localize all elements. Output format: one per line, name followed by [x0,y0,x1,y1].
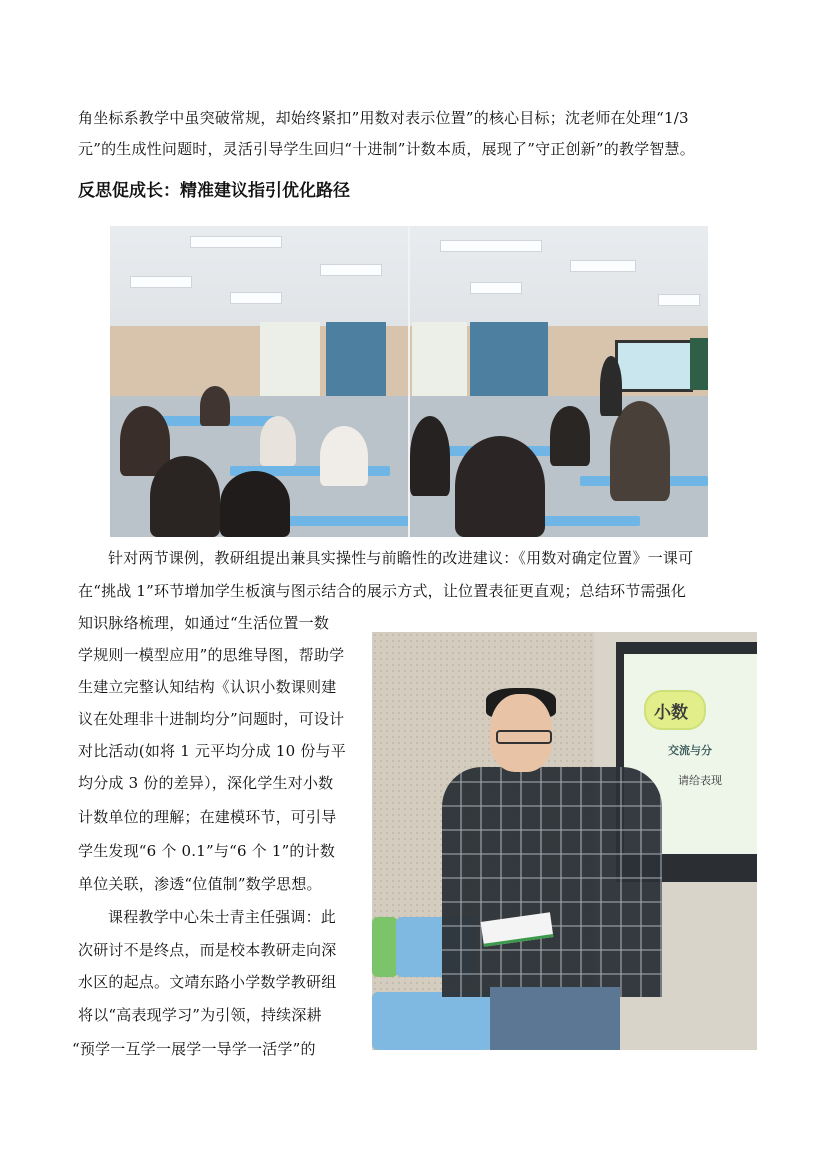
text-line: 将以“高表现学习”为引领，持续深耕 [78,1006,322,1024]
text-line: 议在处理非十进制均分”问题时，可设计 [78,710,345,728]
text-line: 均分成 3 份的差异），深化学生对小数 [78,774,334,792]
classroom-photo [110,226,708,537]
slide-subtitle: 交流与分 [668,744,712,757]
text-line: 计数单位的理解；在建模环节，可引导 [78,808,337,826]
text-line: 在“挑战 1”环节增加学生板演与图示结合的展示方式，让位置表征更直观；总结环节需强化 [78,582,687,600]
text-line: 生建立完整认知结构《认识小数课则建 [78,678,337,696]
text-line: 水区的起点。文靖东路小学数学教研组 [78,973,337,991]
text-line: 知识脉络梳理，如通过“生活位置一数 [78,614,330,632]
text-line: 针对两节课例，教研组提出兼具实操性与前瞻性的改进建议：《用数对确定位置》一课可 [108,549,694,567]
text-line: 单位关联，渗透“位值制”数学思想。 [78,875,322,893]
text-line: 课程教学中心朱士青主任强调：此 [108,908,337,926]
slide-title: 小数 [654,703,688,723]
text-line: 学规则一模型应用”的思维导图，帮助学 [78,646,345,664]
text-line: 次研讨不是终点，而是校本教研走向深 [78,941,337,959]
text-line: 元”的生成性问题时，灵活引导学生回归“十进制”计数本质，展现了”守正创新”的教学智慧。 [78,140,695,158]
text-line: “预学一互学一展学一导学一活学”的 [72,1040,316,1058]
section-heading: 反思促成长：精准建议指引优化路径 [78,181,350,201]
text-line: 学生发现“6 个 0.1”与“6 个 1”的计数 [78,842,336,860]
slide-line: 请给表现 [678,774,722,787]
text-line: 角坐标系教学中虽突破常规，却始终紧扣”用数对表示位置”的核心目标；沈老师在处理“1/3 [78,109,689,127]
text-line: 对比活动(如将 1 元平均分成 10 份与平 [78,742,346,760]
teacher-photo [372,632,757,1050]
